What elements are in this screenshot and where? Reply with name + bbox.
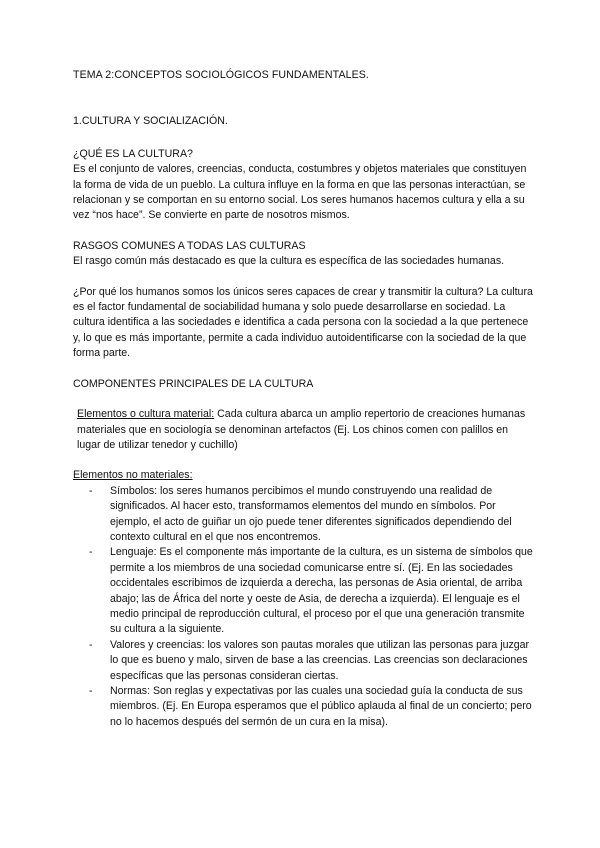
list-item-normas	[73, 684, 533, 730]
document-page	[73, 68, 533, 730]
material-body: Cada cultura abarca un amplio repertorio de creaciones humanas materiales que en sociología se denominan artefactos (Ej. Los chinos comen con palillos en lugar de utilizar tenedor y cuchillo)	[77, 408, 526, 451]
bullet-dash: -	[89, 685, 93, 697]
list-item-simbolos	[73, 484, 533, 546]
bullet-dash: -	[89, 546, 93, 559]
paragraph-definition: Es el conjunto de valores, creencias, conducta, costumbres y objetos materiales que constituyen la forma de vida de un pueblo. La cultura influye en la forma en que las personas interactúan, se relacionan y se comportan en su entorno social. Los seres humanos hacemos cultura y ella a su vez “nos hace”. Se convierte en parte de nosotros mismos.	[73, 163, 527, 222]
section-heading-cultura: 1.CULTURA Y SOCIALIZACIÓN.	[73, 115, 228, 128]
paragraph-material	[73, 407, 533, 453]
list-item-text: Lenguaje: Es el componente más importante de la cultura, es un sistema de símbolos que permite a los miembros de una sociedad comunicarse entre sí. (Ej. En las sociedades occidentales escribimos de izquierda a derecha, las personas de Asia oriental, de arriba abajo; las de África del norte y oeste de Asia, de derecha a izquierda). El lenguaje es el medio principal de reproducción cultural, el proceso por el que una generación transmite su cultura a la siguiente.	[110, 546, 533, 636]
list-item-lenguaje	[73, 545, 533, 637]
list-item-text: Símbolos: los seres humanos percibimos el mundo construyendo una realidad de significados. Al hacer esto, transformamos elementos del mundo en símbolos. Por ejemplo, el acto de guiñar un ojo puede tener diferentes significados dependiendo del contexto cultural en el que nos encontremos.	[110, 484, 512, 543]
list-item-text: Valores y creencias: los valores son pautas morales que utilizan las personas para juzgar lo que es bueno y malo, sirven de base a las creencias. Las creencias son declaraciones específicas que las personas consideran ciertas.	[110, 638, 530, 682]
bullet-dash: -	[89, 638, 93, 651]
document-title: TEMA 2:CONCEPTOS SOCIOLÓGICOS FUNDAMENTALES.	[73, 69, 369, 81]
bullet-dash: -	[89, 484, 93, 497]
paragraph-why-humans: ¿Por qué los humanos somos los únicos seres capaces de crear y transmitir la cultura? La cultura es el factor fundamental de sociabilidad humana y solo puede desarrollarse en sociedad. La cultura identifica a las sociedades e identifica a cada persona con la sociedad a la que pertenece y, lo que es más importante, permite a cada individuo autoidentificarse con la sociedad de la que forma parte.	[73, 285, 533, 360]
list-item-text: Normas: Son reglas y expectativas por las cuales una sociedad guía la conducta de sus miembros. (Ej. En Europa esperamos que el público aplauda al final de un concierto; pero no lo hacemos después del sermón de un cura en la misa).	[110, 685, 532, 728]
question-heading-que-es: ¿QUÉ ES LA CULTURA?	[73, 147, 193, 160]
nonmaterial-label: Elementos no materiales:	[73, 469, 193, 482]
nonmaterial-list	[73, 484, 533, 731]
components-heading: COMPONENTES PRINCIPALES DE LA CULTURA	[73, 377, 314, 390]
rasgos-heading: RASGOS COMUNES A TODAS LAS CULTURAS	[73, 239, 306, 252]
material-label: Elementos o cultura material:	[77, 408, 215, 421]
paragraph-rasgos: El rasgo común más destacado es que la cultura es específica de las sociedades humanas.	[73, 255, 505, 268]
list-item-valores	[73, 638, 533, 684]
